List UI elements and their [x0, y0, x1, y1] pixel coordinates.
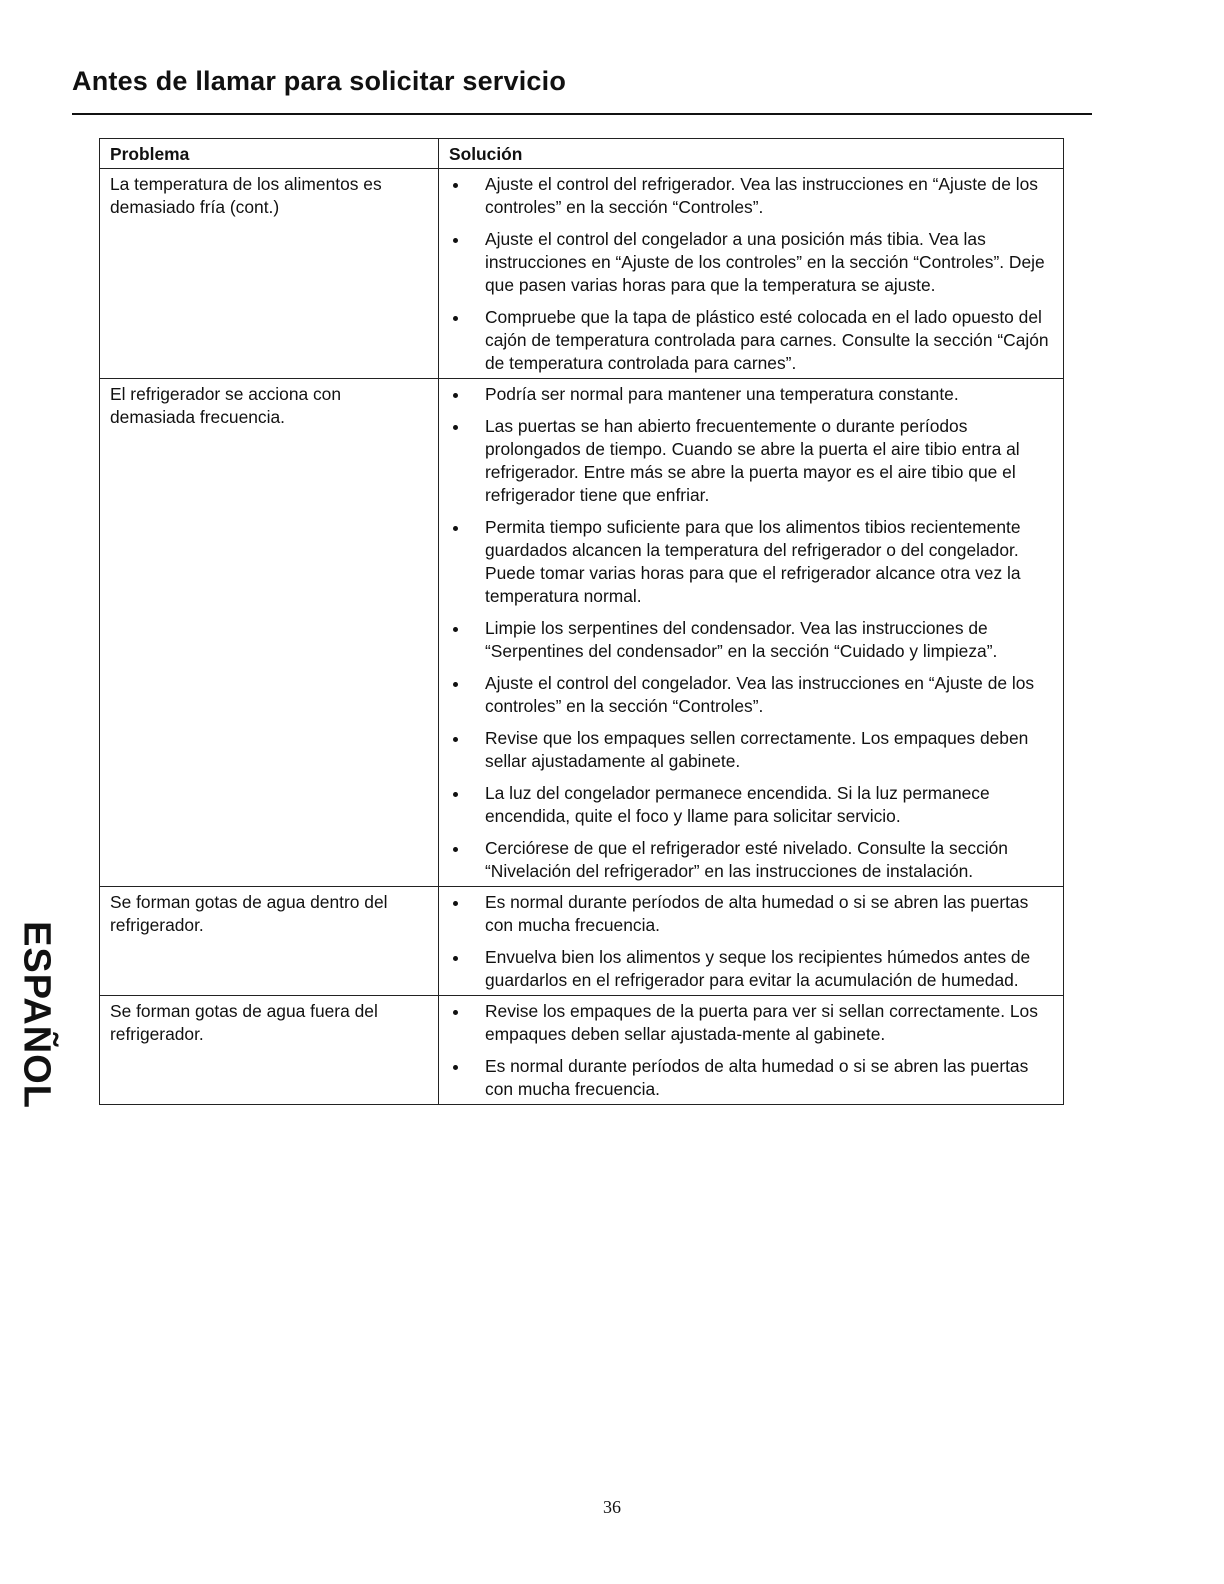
bullet-icon: [453, 901, 458, 906]
column-header-problem: Problema: [100, 139, 439, 169]
solution-cell: [439, 887, 1064, 996]
bullet-icon: [453, 183, 458, 188]
bullet-icon: [453, 238, 458, 243]
bullet-icon: [453, 1065, 458, 1070]
solution-text: Las puertas se han abierto frecuentemente o durante períodos prolongados de tiempo. Cuando se abre la puerta el aire tibio entra al refrigerador. Entre más se abre la puerta mayor es el aire tibio que el refrigerador tiene que enfriar.: [485, 416, 1020, 505]
solution-text: Envuelva bien los alimentos y seque los recipientes húmedos antes de guardarlos en el refrigerador para evitar la acumulación de humedad.: [485, 947, 1031, 990]
solution-item: [451, 782, 1055, 828]
solution-item: [451, 1055, 1055, 1101]
table-row: [100, 169, 1064, 379]
solution-item: [451, 415, 1055, 507]
solution-text: Revise que los empaques sellen correctamente. Los empaques deben sellar ajustadamente al gabinete.: [485, 728, 1029, 771]
problem-cell: El refrigerador se acciona con demasiada frecuencia.: [100, 379, 439, 887]
solution-text: Ajuste el control del congelador a una posición más tibia. Vea las instrucciones en “Ajuste de los controles” en la sección “Controles”. Deje que pasen varias horas para que la temperatura se ajuste.: [485, 229, 1045, 295]
solution-text: Es normal durante períodos de alta humedad o si se abren las puertas con mucha frecuencia.: [485, 892, 1029, 935]
bullet-icon: [453, 627, 458, 632]
bullet-icon: [453, 1010, 458, 1015]
bullet-icon: [453, 956, 458, 961]
solution-item: [451, 946, 1055, 992]
solution-cell: [439, 996, 1064, 1105]
solution-item: [451, 1000, 1055, 1046]
solution-text: Ajuste el control del refrigerador. Vea las instrucciones en “Ajuste de los controles” en la sección “Controles”.: [485, 174, 1038, 217]
solution-item: [451, 383, 1055, 406]
column-header-solution: Solución: [439, 139, 1064, 169]
table-row: [100, 379, 1064, 887]
solution-item: [451, 727, 1055, 773]
bullet-icon: [453, 526, 458, 531]
title-underline: [72, 113, 1092, 115]
bullet-icon: [453, 316, 458, 321]
solution-text: Compruebe que la tapa de plástico esté colocada en el lado opuesto del cajón de temperatura controlada para carnes. Consulte la sección “Cajón de temperatura controlada para carnes”.: [485, 307, 1049, 373]
solution-item: [451, 617, 1055, 663]
solution-text: Ajuste el control del congelador. Vea las instrucciones en “Ajuste de los controles” en la sección “Controles”.: [485, 673, 1035, 716]
solution-text: Permita tiempo suficiente para que los alimentos tibios recientemente guardados alcancen la temperatura del refrigerador o del congelador. Puede tomar varias horas para que el refrigerador alcance otra vez la temperatura normal.: [485, 517, 1021, 606]
language-side-tab: ESPAÑOL: [15, 921, 58, 1109]
solution-text: La luz del congelador permanece encendida. Si la luz permanece encendida, quite el foco y llame para solicitar servicio.: [485, 783, 990, 826]
table-header-row: [100, 139, 1064, 169]
bullet-icon: [453, 425, 458, 430]
solution-item: [451, 228, 1055, 297]
table-row: [100, 996, 1064, 1105]
page-title: Antes de llamar para solicitar servicio: [72, 66, 567, 96]
troubleshooting-table: [99, 138, 1064, 1105]
bullet-icon: [453, 737, 458, 742]
solution-text: Cerciórese de que el refrigerador esté nivelado. Consulte la sección “Nivelación del refrigerador” en las instrucciones de instalación.: [485, 838, 1008, 881]
solution-item: [451, 837, 1055, 883]
bullet-icon: [453, 682, 458, 687]
solution-text: Es normal durante períodos de alta humedad o si se abren las puertas con mucha frecuencia.: [485, 1056, 1029, 1099]
problem-cell: Se forman gotas de agua fuera del refrigerador.: [100, 996, 439, 1105]
solution-item: [451, 891, 1055, 937]
solution-text: Podría ser normal para mantener una temperatura constante.: [485, 384, 959, 404]
solution-text: Revise los empaques de la puerta para ver si sellan correctamente. Los empaques deben sellar ajustada-mente al gabinete.: [485, 1001, 1038, 1044]
solution-cell: [439, 169, 1064, 379]
solution-item: [451, 516, 1055, 608]
problem-cell: Se forman gotas de agua dentro del refrigerador.: [100, 887, 439, 996]
bullet-icon: [453, 393, 458, 398]
table-row: [100, 887, 1064, 996]
problem-cell: La temperatura de los alimentos es demasiado fría (cont.): [100, 169, 439, 379]
bullet-icon: [453, 847, 458, 852]
solution-item: [451, 173, 1055, 219]
solution-text: Limpie los serpentines del condensador. Vea las instrucciones de “Serpentines del condensador” en la sección “Cuidado y limpieza”.: [485, 618, 998, 661]
solution-cell: [439, 379, 1064, 887]
solution-item: [451, 672, 1055, 718]
solution-item: [451, 306, 1055, 375]
bullet-icon: [453, 792, 458, 797]
page-number: 36: [603, 1497, 621, 1517]
